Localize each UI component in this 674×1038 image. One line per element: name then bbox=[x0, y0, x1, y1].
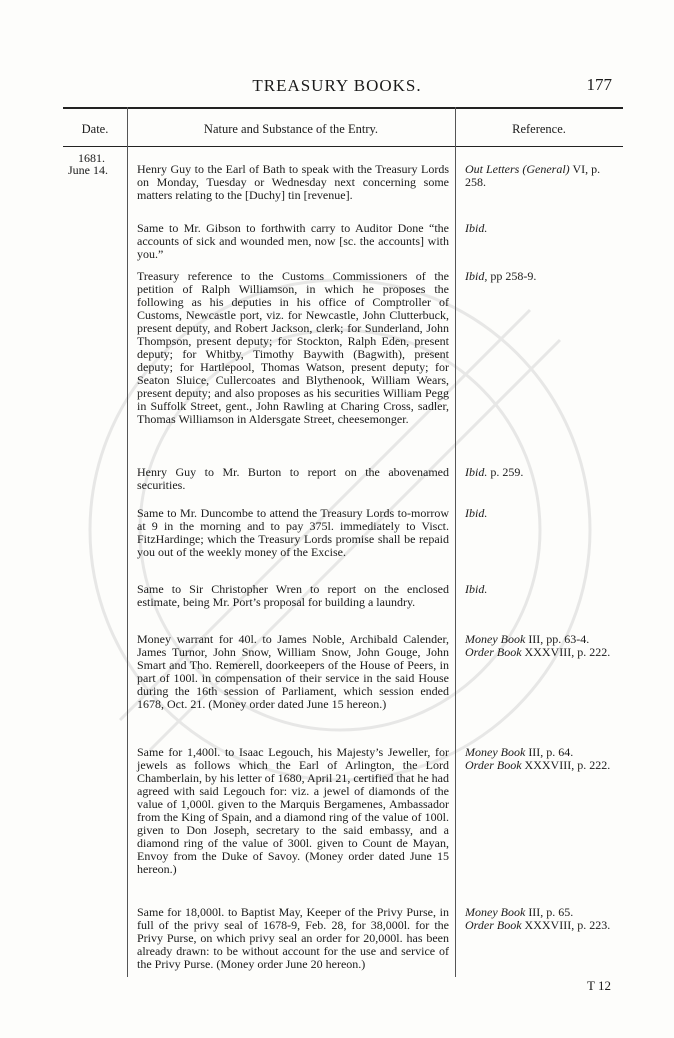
entry-reference bbox=[465, 163, 623, 189]
entry-reference bbox=[465, 270, 623, 283]
ref-source: Money Book bbox=[465, 905, 526, 919]
entry-reference bbox=[465, 633, 623, 659]
ref-page-2: XXXVIII, p. 223. bbox=[521, 918, 611, 932]
entry-text: Same to Sir Christopher Wren to report on the enclosed estimate, being Mr. Port’s proposal for building a laundry. bbox=[137, 582, 449, 609]
entry-text: Treasury reference to the Customs Commissioners of the petition of Ralph Williamson, in which he proposes the following as his deputies in his office of Comptroller of Customs, Newcastle port, viz. for Newcastle, John Clutterbuck, present deputy, and Robert Jackson, clerk; for Sunderland, John Thompson, present deputy; for Stockton, Ralph Eden, present deputy; for Whitby, Timothy Baywith (Bagwith), present deputy; for Hartlepool, Thomas Watson, present deputy; for Seaton Sluice, Cullercoates and Blythenook, William Wears, present deputy; and also proposes as his securities William Pegg in Suffolk Street, gent., John Rawling at Charing Cross, sadler, Thomas Williamson in Aldersgate Street, cheesemonger. bbox=[137, 269, 449, 426]
entry-text: Henry Guy to Mr. Burton to report on the abovenamed securities. bbox=[137, 465, 449, 492]
header-rule bbox=[63, 146, 623, 147]
entry-reference bbox=[465, 507, 623, 520]
entry-text: Henry Guy to the Earl of Bath to speak with the Treasury Lords on Monday, Tuesday or Wednesday next concerning some matters relating to the [Duchy] tin [revenue]. bbox=[137, 162, 449, 202]
ref-source: Ibid. bbox=[465, 221, 488, 235]
entry-reference bbox=[465, 906, 623, 932]
entry-text: Same to Mr. Gibson to forthwith carry to Auditor Done “the accounts of sick and wounded men, now [sc. the accounts] with you.” bbox=[137, 221, 449, 261]
column-header-date: Date. bbox=[81, 122, 109, 136]
entry-reference bbox=[465, 583, 623, 596]
ref-source: Money Book bbox=[465, 745, 526, 759]
ref-page-2: XXXVIII, p. 222. bbox=[521, 758, 611, 772]
running-title: TREASURY BOOKS. bbox=[252, 76, 422, 95]
ref-page: p. 259. bbox=[487, 465, 524, 479]
ref-source: Ibid, bbox=[465, 269, 488, 283]
entry-text: Same to Mr. Duncombe to attend the Treasury Lords to-morrow at 9 in the morning and to pay 375l. immediately to Visct. FitzHardinge; which the Treasury Lords promise shall be repaid you out of the weekly money of the Excise. bbox=[137, 506, 449, 559]
date-year: 1681. bbox=[78, 151, 105, 165]
ref-page: pp 258-9. bbox=[487, 269, 537, 283]
column-divider-date bbox=[127, 107, 128, 977]
entry-text: Money warrant for 40l. to James Noble, Archibald Calender, James Turnor, John Snow, William Snow, John Gouge, John Smart and Tho. Remerell, doorkeepers of the House of Peers, in part of 100l. in compensation of their service in the said House during the 16th session of Parliament, which session ended 1678, Oct. 21. (Money order dated June 15 hereon.) bbox=[137, 632, 449, 711]
ref-source-2: Order Book bbox=[465, 918, 522, 932]
ref-page-2: XXXVIII, p. 222. bbox=[521, 645, 611, 659]
ref-source-2: Order Book bbox=[465, 645, 522, 659]
ref-page: VI, p. 258. bbox=[465, 162, 601, 189]
entry-reference bbox=[465, 222, 623, 235]
column-header-reference: Reference. bbox=[512, 122, 566, 136]
date-day: June 14. bbox=[68, 163, 108, 177]
ref-source: Ibid. bbox=[465, 506, 488, 520]
ref-source: Out Letters (General) bbox=[465, 162, 570, 176]
entry-text: Same for 1,400l. to Isaac Legouch, his Majesty’s Jeweller, for jewels as follows which the Earl of Arlington, the Lord Chamberlain, by his letter of 1680, April 21, certified that he had agreed with said Legouch for: viz. a jewel of diamonds of the value of 1,000l. given to the Marquis Bergamenes, Ambassador from the King of Spain, and a diamond ring of the value of 100l. given to Don Joseph, secretary to the said embassy, and a diamond ring of the value of 300l. given to Count de Mayan, Envoy from the Duke of Savoy. (Money order dated June 15 hereon.) bbox=[137, 745, 449, 876]
ref-page: III, p. 65. bbox=[525, 905, 574, 919]
page-number: 177 bbox=[586, 75, 612, 94]
entry-text: Same for 18,000l. to Baptist May, Keeper of the Privy Purse, in full of the privy seal of 1678-9, Feb. 28, for 38,000l. for the Privy Purse, on which privy seal an order for 20,000l. has been already drawn: to be without account for the use and service of the Privy Purse. (Money order June 20 hereon.) bbox=[137, 905, 449, 971]
column-header-nature: Nature and Substance of the Entry. bbox=[203, 122, 379, 136]
ref-source-2: Order Book bbox=[465, 758, 522, 772]
ref-page: III, pp. 63-4. bbox=[525, 632, 590, 646]
top-rule bbox=[63, 107, 623, 109]
ref-source: Money Book bbox=[465, 632, 526, 646]
entry-reference bbox=[465, 466, 623, 479]
ref-page: III, p. 64. bbox=[525, 745, 574, 759]
entry-reference bbox=[465, 746, 623, 772]
column-divider-reference bbox=[455, 107, 456, 977]
ref-source: Ibid. bbox=[465, 582, 488, 596]
signature-mark: T 12 bbox=[587, 978, 611, 993]
ref-source: Ibid. bbox=[465, 465, 488, 479]
